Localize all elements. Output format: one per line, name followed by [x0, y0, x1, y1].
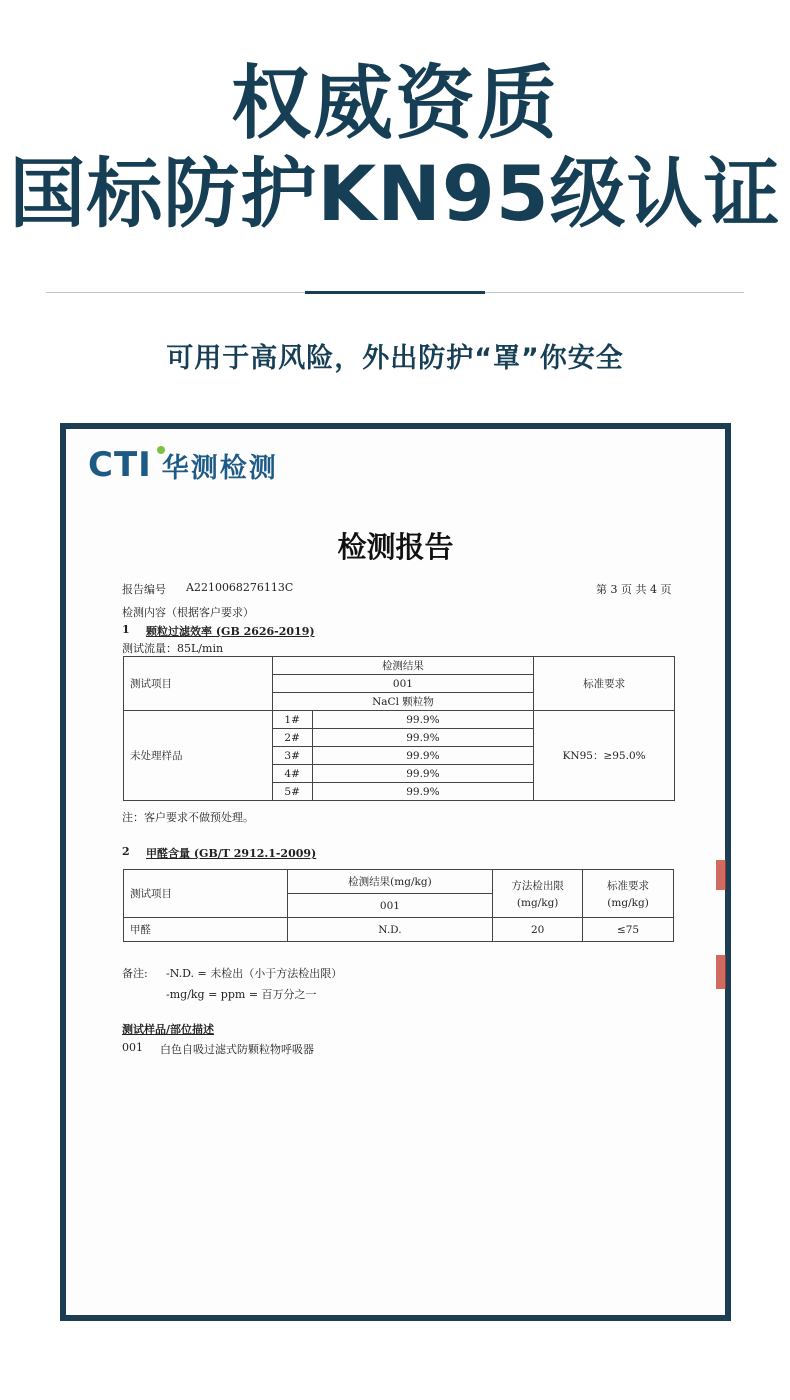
hero-title-line1: 权威资质: [231, 57, 559, 150]
hero-subtitle: 可用于高风险，外出防护“罩”你安全: [166, 343, 624, 374]
std-header: 标准要求: [534, 657, 675, 711]
section1-num: 1: [122, 623, 130, 636]
logo-dot: [157, 446, 165, 454]
section2-heading: [146, 845, 316, 861]
table-row-value: 99.9%: [312, 783, 534, 801]
report-number: A2210068276113C: [186, 581, 294, 594]
section2-title: 甲醛含量: [146, 847, 190, 860]
section1-heading: [146, 623, 315, 639]
std-header: [583, 870, 674, 918]
table-row-id: 4#: [272, 765, 312, 783]
result-header: 检测结果: [272, 657, 534, 675]
table-row-value: 99.9%: [312, 729, 534, 747]
std-value: KN95：≥95.0%: [534, 711, 675, 801]
result-header: 检测结果(mg/kg): [287, 870, 493, 894]
logo-mark: CTI: [88, 445, 152, 485]
content-line: 检测内容（根据客户要求）: [122, 606, 254, 619]
flow-line: [122, 640, 223, 656]
section2-standard: (GB/T 2912.1-2009): [193, 847, 317, 860]
formaldehyde-limit: 20: [493, 918, 583, 942]
limit-header-line1: 方法检出限: [511, 880, 564, 892]
table-row-id: 1#: [272, 711, 312, 729]
page-info: 第 3 页 共 4 页: [596, 583, 672, 596]
table-row-id: 2#: [272, 729, 312, 747]
remarks-line1: -N.D. = 未检出（小于方法检出限）: [166, 967, 343, 980]
report-frame: [60, 423, 731, 1321]
flow-label: 测试流量：: [122, 642, 177, 655]
hero-title-line2: 国标防护KN95级认证: [9, 149, 781, 238]
remarks-label: 备注:: [122, 967, 148, 980]
sample-desc-text: 白色自吸过滤式防颗粒物呼吸器: [160, 1043, 314, 1056]
table-row-value: 99.9%: [312, 765, 534, 783]
untreated-label: 未处理样品: [124, 711, 273, 801]
table-row-value: 99.9%: [312, 747, 534, 765]
logo-name: 华测检测: [161, 452, 278, 484]
table-row-id: 5#: [272, 783, 312, 801]
formaldehyde-result: N.D.: [287, 918, 493, 942]
formaldehyde-label: 甲醛: [124, 918, 288, 942]
section1-note: 注：客户要求不做预处理。: [122, 811, 254, 824]
stamp-fragment: [716, 955, 726, 989]
report-number-label: 报告编号: [122, 583, 166, 596]
section1-standard: (GB 2626-2019): [215, 625, 315, 638]
table-row-value: 99.9%: [312, 711, 534, 729]
std-header-line1: 标准要求: [607, 880, 650, 892]
item-header: 测试项目: [124, 870, 288, 918]
report-title: 检测报告: [337, 530, 454, 564]
sample-id: 001: [272, 675, 534, 693]
cti-logo: [88, 445, 278, 485]
sample-desc-id: 001: [122, 1041, 143, 1054]
item-header: 测试项目: [124, 657, 273, 711]
particle-type: NaCl 颗粒物: [272, 693, 534, 711]
section1-title: 颗粒过滤效率: [146, 625, 212, 638]
formaldehyde-table: [123, 869, 674, 942]
std-header-line2: (mg/kg): [607, 897, 649, 909]
flow-value: 85L/min: [177, 642, 224, 655]
divider-accent: [305, 291, 485, 294]
filtration-table: [123, 656, 675, 801]
sample-id: 001: [287, 894, 493, 918]
formaldehyde-std: ≤75: [583, 918, 674, 942]
limit-header-line2: (mg/kg): [516, 897, 559, 909]
sample-desc-title: 测试样品/部位描述: [122, 1023, 215, 1036]
stamp-fragment: [716, 860, 726, 890]
limit-header: [493, 870, 583, 918]
remarks-line2: -mg/kg = ppm = 百万分之一: [166, 988, 317, 1001]
table-row-id: 3#: [272, 747, 312, 765]
section2-num: 2: [122, 845, 130, 858]
